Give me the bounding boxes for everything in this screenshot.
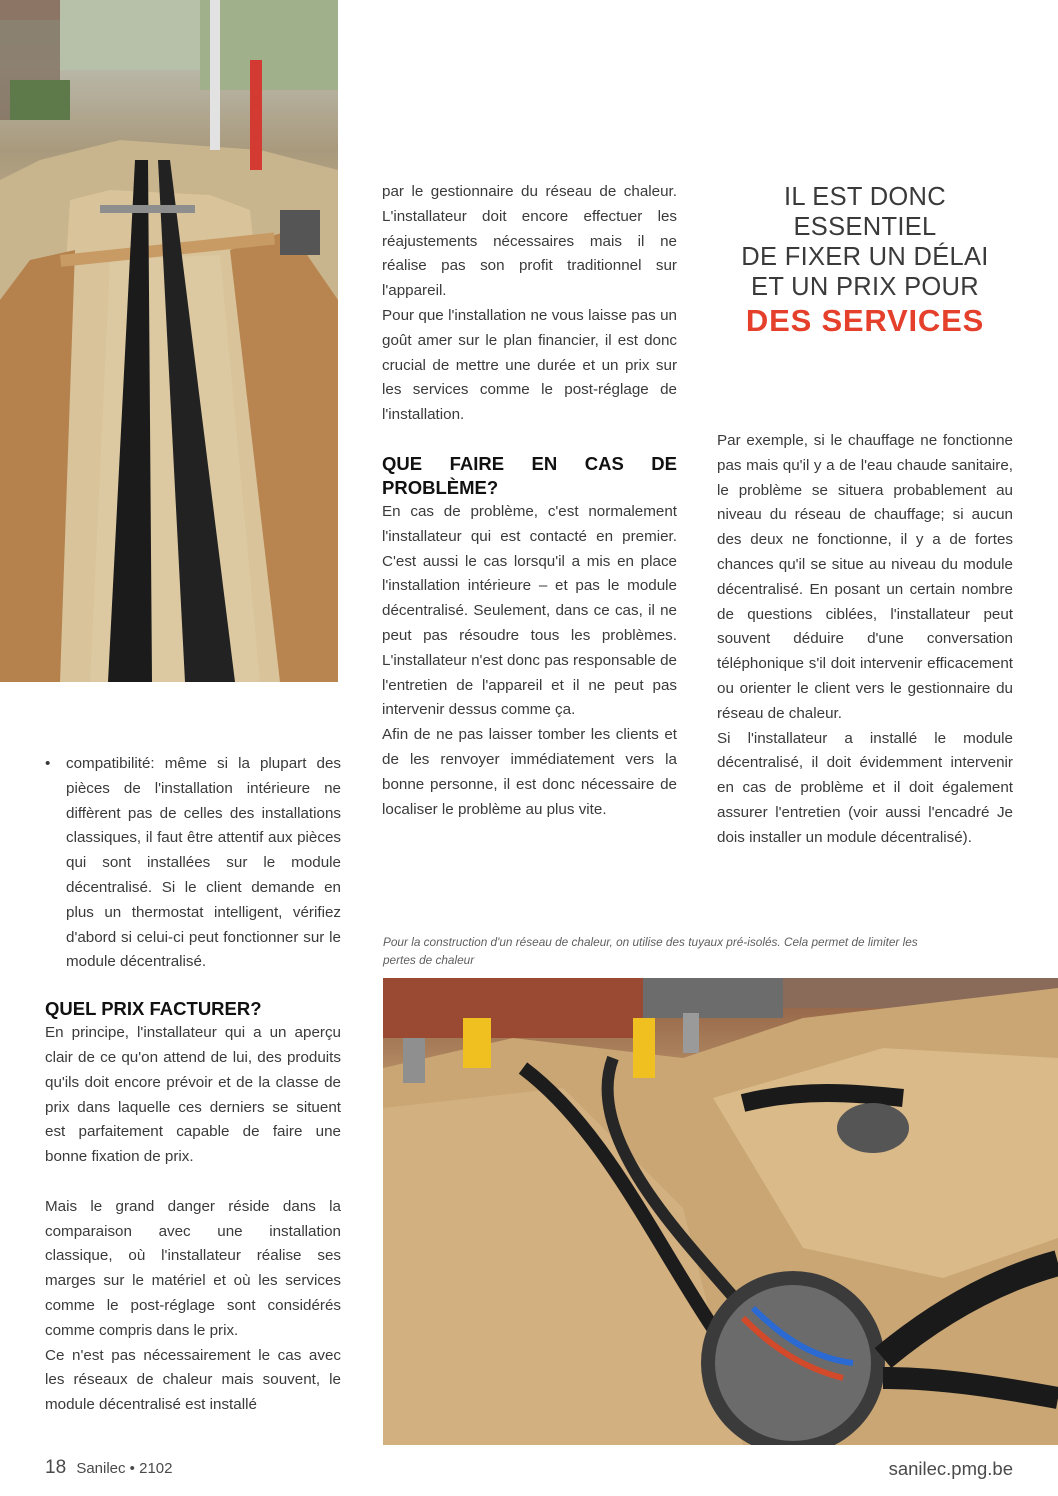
section-heading-prix: QUEL PRIX FACTURER? xyxy=(45,998,262,1020)
pipes-photo xyxy=(383,978,1058,1445)
bullet-dot: • xyxy=(45,755,51,772)
paragraph: par le gestionnaire du réseau de chaleur. L'installateur doit encore effectuer les réajustements nécessaires mais il ne réalise pas son profit traditionnel sur l'appareil. xyxy=(382,183,677,300)
paragraph: En principe, l'installateur qui a un aperçu clair de ce qu'on attend de lui, des produits qu'ils doit encore prévoir et de la classe de prix dans laquelle ces derniers se situent est parfaitement capable de faire une bonne fixation de prix. xyxy=(45,1024,341,1166)
pull-quote-line: DE FIXER UN DÉLAI xyxy=(741,243,989,271)
website-link[interactable]: sanilec.pmg.be xyxy=(888,1458,1013,1479)
right-column xyxy=(717,429,1013,851)
paragraph: Par exemple, si le chauffage ne fonctionne pas mais qu'il y a de l'eau chaude sanitaire, le problème se situera probablement au niveau du réseau de chauffage; si aucun des deux ne fonctionne, il y a de fortes chances qu'il se situe au niveau du module décentralisé. En posant un certain nombre de questions ciblées, l'installateur peut souvent déduire d'une conversation téléphonique s'il doit intervenir efficacement ou orienter le client vers le gestionnaire du réseau de chaleur. xyxy=(717,432,1013,722)
paragraph: En cas de problème, c'est normalement l'installateur qui est contacté en premier. C'est aussi le cas lorsqu'il a mis en place l'installation intérieure – et pas le module décentralisé. Seulement, dans ce cas, il ne peut pas résoudre tous les problèmes. L'installateur n'est donc pas responsable de l'entretien de l'appareil et il ne peut pas intervenir dessus comme ça. xyxy=(382,502,677,719)
pull-quote-line: ET UN PRIX POUR xyxy=(751,273,979,301)
trench-photo xyxy=(0,0,338,682)
issue-label: Sanilec • 2102 xyxy=(76,1460,173,1477)
paragraph: Ce n'est pas nécessairement le cas avec les réseaux de chaleur mais souvent, le module décentralisé est installé xyxy=(45,1346,341,1414)
bullet-item xyxy=(45,752,341,975)
pull-quote-line: IL EST DONC ESSENTIEL xyxy=(783,183,946,241)
bullet-text: compatibilité: même si la plupart des pièces de l'installation intérieure ne diffèrent pas de celles des installations classiques, il faut être attentif aux pièces qui sont installées sur le module décentralisé. Si le client demande en plus un thermostat intelligent, vérifiez d'abord si celui-ci peut fonctionner sur le module décentralisé. xyxy=(66,755,341,971)
paragraph: Pour que l'installation ne vous laisse pas un goût amer sur le plan financier, il est donc crucial de mettre une durée et un prix sur les services comme le post-réglage de l'installation. xyxy=(382,306,677,424)
section-heading-probleme: QUE FAIRE EN CAS DE PROBLÈME? xyxy=(382,452,677,498)
middle-column xyxy=(382,180,677,822)
paragraph: Mais le grand danger réside dans la comparaison avec une installation classique, où l'installateur réalise ses marges sur le matériel et où les services comme le post-réglage sont considérés comme compris dans le prix. xyxy=(45,1197,341,1339)
footer-left xyxy=(45,1457,172,1479)
paragraph: Afin de ne pas laisser tomber les clients et de les renvoyer immédiatement vers la bonne personne, il est donc nécessaire de localiser le problème au plus vite. xyxy=(382,726,677,818)
pull-quote xyxy=(712,182,1018,340)
paragraph: Si l'installateur a installé le module décentralisé, il doit évidemment intervenir en cas de problème et il doit également assurer l'entretien (voir aussi l'encadré Je dois installer un module décentralisé). xyxy=(717,729,1013,846)
photo-caption: Pour la construction d'un réseau de chaleur, on utilise des tuyaux pré-isolés. Cela permet de limiter les pertes de chaleur xyxy=(383,935,918,967)
page-number: 18 xyxy=(45,1457,67,1478)
pull-quote-accent: DES SERVICES xyxy=(745,303,985,338)
left-column xyxy=(45,752,341,1418)
